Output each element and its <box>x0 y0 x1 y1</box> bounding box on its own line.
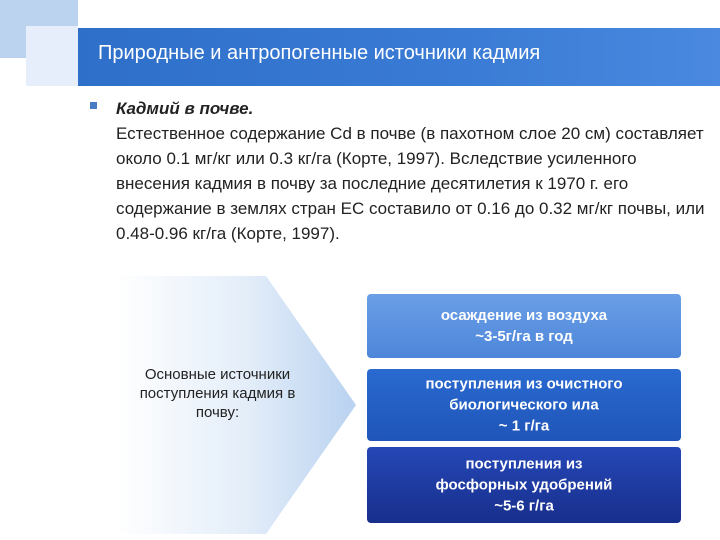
source-line: ~ 1 г/га <box>498 417 550 435</box>
sources-label: Основные источники поступления кадмия в почву: <box>139 366 296 421</box>
bullet-square-icon <box>90 102 97 109</box>
source-line: биологического ила <box>449 396 599 414</box>
decor-square-light <box>26 26 78 86</box>
source-line: фосфорных удобрений <box>435 476 613 494</box>
body-text <box>116 96 706 246</box>
source-line: осаждение из воздуха <box>440 307 608 324</box>
source-box-sludge <box>367 369 681 441</box>
slide-title: Природные и антропогенные источники кадмия <box>98 42 541 64</box>
source-box-air <box>367 294 681 358</box>
source-line: поступления из очистного <box>425 375 623 393</box>
section-heading: Кадмий в почве. <box>116 99 254 118</box>
source-line: ~5-6 г/га <box>494 497 554 515</box>
decor-square-white <box>0 58 26 86</box>
source-line: поступления из <box>465 455 583 473</box>
source-line: ~3-5г/га в год <box>475 328 573 345</box>
section-paragraph: Естественное содержание Cd в почве (в пахотном слое 20 см) составляет около 0.1 мг/кг или 0.3 кг/га (Корте, 1997). Вследствие усиленного внесения кадмия в почву за последние десятилетия к 1970 г. его содержание в землях стран ЕС составило от 0.16 до 0.32 мг/кг почвы, или 0.48-0.96 кг/га (Корте, 1997). <box>116 124 705 243</box>
source-box-fertilizer <box>367 447 681 523</box>
